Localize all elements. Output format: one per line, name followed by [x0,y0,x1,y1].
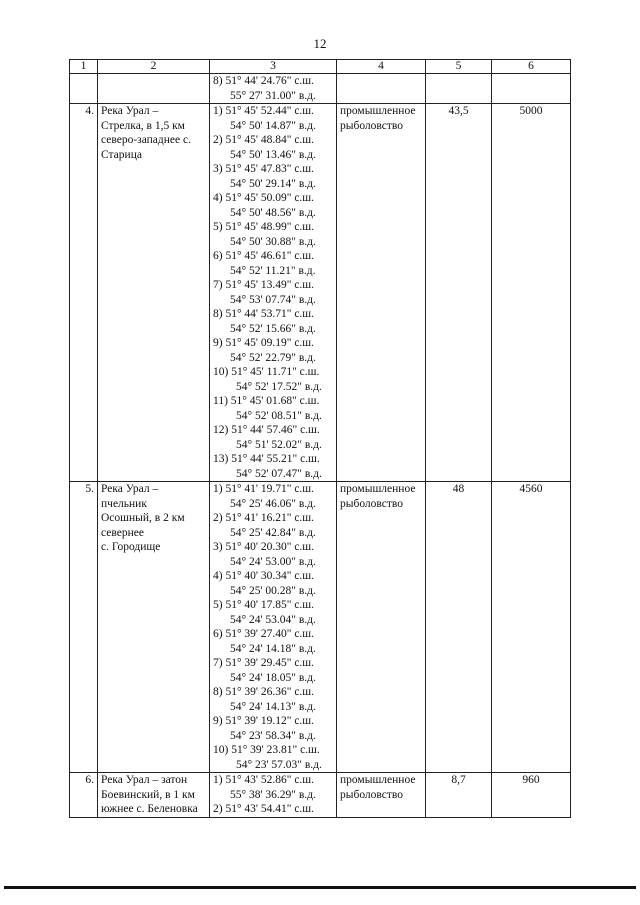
longitude: 55° 38' 36.29" в.д. [230,788,316,801]
text-line: Стрелка, в 1,5 км [101,119,185,132]
table-row [70,773,571,818]
latitude: 1) 51° 45' 52.44" с.ш. [213,105,315,117]
coordinate-pair [213,133,333,162]
coordinate-pair [213,656,333,685]
cell-coordinates [210,74,337,104]
fishing-areas-table [69,59,571,818]
text-line: рыболовство [340,497,404,510]
cell-coordinates [210,482,337,773]
cell-number: 4. [70,104,98,482]
text-line: с. Городище [101,541,161,553]
latitude: 7) 51° 45' 13.49" с.ш. [213,279,315,291]
latitude: 4) 51° 45' 50.09" с.ш. [213,192,315,204]
coordinate-pair [213,452,333,481]
coordinate-pair [213,423,333,452]
longitude: 54° 23' 58.34" в.д. [230,729,316,742]
cell-name [98,104,210,482]
latitude: 1) 51° 41' 19.71" с.ш. [213,483,315,495]
cell-quota: 4560 [492,482,571,773]
latitude: 5) 51° 45' 48.99" с.ш. [213,221,315,233]
table-row [70,104,571,482]
coordinate-pair [213,220,333,249]
text-line: южнее с. Беленовка [101,803,198,815]
cell-quota: 960 [492,773,571,818]
text-line: Осошный, в 2 км [101,512,185,524]
column-header: 2 [98,60,210,74]
column-header: 4 [337,60,426,74]
column-header: 3 [210,60,337,74]
coordinate-pair [213,598,333,627]
coordinate-pair [213,307,333,336]
coordinate-pair [213,569,333,598]
latitude: 8) 51° 39' 26.36" с.ш. [213,686,315,698]
longitude: 54° 51' 52.02" в.д. [236,438,322,451]
longitude: 54° 52' 17.52" в.д. [236,380,322,393]
cell-quota [492,74,571,104]
coordinate-pair [213,162,333,191]
column-header: 1 [70,60,98,74]
text-line: рыболовство [340,119,404,132]
latitude: 5) 51° 40' 17.85" с.ш. [213,599,315,611]
cell-number: 6. [70,773,98,818]
coordinate-pair [213,394,333,423]
text-line: Боевинский, в 1 км [101,788,195,801]
latitude: 10) 51° 45' 11.71" с.ш. [213,366,320,378]
coordinate-pair [213,743,333,772]
cell-name [98,482,210,773]
latitude: 8) 51° 44' 53.71" с.ш. [213,308,315,320]
bottom-rule [4,886,636,889]
latitude: 7) 51° 39' 29.45" с.ш. [213,657,315,669]
longitude: 54° 24' 53.00" в.д. [230,555,316,568]
longitude: 54° 50' 29.14" в.д. [230,177,316,190]
latitude: 6) 51° 39' 27.40" с.ш. [213,628,315,640]
longitude: 54° 24' 53.04" в.д. [230,613,316,626]
longitude: 54° 52' 15.66" в.д. [230,322,316,335]
cell-area: 43,5 [426,104,492,482]
text-line: промышленное [340,483,416,495]
text-line: Река Урал – [101,483,159,495]
cell-coordinates [210,104,337,482]
longitude: 54° 24' 14.18" в.д. [230,642,316,655]
cell-number: 5. [70,482,98,773]
longitude: 54° 52' 11.21" в.д. [230,264,316,277]
longitude: 54° 53' 07.74" в.д. [230,293,316,306]
longitude: 54° 25' 42.84" в.д. [230,526,316,539]
latitude: 4) 51° 40' 30.34" с.ш. [213,570,315,582]
text-line: рыболовство [340,788,404,801]
longitude: 54° 23' 57.03" в.д. [236,758,322,771]
text-line: Река Урал – затон [101,774,188,786]
latitude: 2) 51° 45' 48.84" с.ш. [213,134,315,146]
longitude: 54° 25' 46.06" в.д. [230,497,316,510]
longitude: 54° 50' 14.87" в.д. [230,119,316,132]
coordinate-pair [213,482,333,511]
longitude: 54° 50' 48.56" в.д. [230,206,316,219]
latitude: 2) 51° 41' 16.21" с.ш. [213,512,315,524]
cell-area: 48 [426,482,492,773]
latitude: 3) 51° 40' 20.30" с.ш. [213,541,315,553]
column-header: 5 [426,60,492,74]
coordinate-pair [213,191,333,220]
coordinate-pair [213,511,333,540]
coordinate-pair [213,714,333,743]
cell-quota: 5000 [492,104,571,482]
cell-coordinates [210,773,337,818]
cell-purpose [337,482,426,773]
coordinate-pair [213,365,333,394]
latitude: 9) 51° 45' 09.19" с.ш. [213,337,315,349]
longitude: 54° 52' 22.79" в.д. [230,351,316,364]
coordinate-pair [213,540,333,569]
latitude: 11) 51° 45' 01.68" с.ш. [213,395,320,407]
text-line: промышленное [340,105,416,117]
coordinate-pair [213,104,333,133]
latitude: 6) 51° 45' 46.61" с.ш. [213,250,315,262]
latitude: 9) 51° 39' 19.12" с.ш. [213,715,315,727]
cell-area: 8,7 [426,773,492,818]
text-line: промышленное [340,774,416,786]
continuation-row [70,74,571,104]
coordinate-pair [213,802,333,817]
latitude: 3) 51° 45' 47.83" с.ш. [213,163,315,175]
coordinate-pair [213,336,333,365]
coordinate-pair [213,627,333,656]
cell-area [426,74,492,104]
latitude: 2) 51° 43' 54.41" с.ш. [213,803,315,815]
text-line: Река Урал – [101,105,159,117]
table-row [70,482,571,773]
cell-number [70,74,98,104]
coordinate-pair [213,278,333,307]
cell-name [98,773,210,818]
longitude: 54° 50' 30.88" в.д. [230,235,316,248]
column-header: 6 [492,60,571,74]
cell-purpose [337,773,426,818]
text-line: пчельник [101,497,147,510]
coordinate-pair [213,249,333,278]
text-line: северо-западнее с. [101,134,191,146]
longitude: 55° 27' 31.00" в.д. [230,89,316,102]
latitude: 8) 51° 44' 24.76" с.ш. [213,75,315,87]
longitude: 54° 24' 18.05" в.д. [230,671,316,684]
cell-name [98,74,210,104]
page-number: 12 [313,36,327,51]
text-line: севернее [101,526,144,539]
coordinate-pair [213,74,333,103]
table-header-row [70,60,571,74]
longitude: 54° 24' 14.13" в.д. [230,700,316,713]
latitude: 13) 51° 44' 55.21" с.ш. [213,453,320,465]
longitude: 54° 50' 13.46" в.д. [230,148,316,161]
longitude: 54° 25' 00.28" в.д. [230,584,316,597]
longitude: 54° 52' 07.47" в.д. [236,467,322,480]
latitude: 1) 51° 43' 52.86" с.ш. [213,774,315,786]
cell-purpose [337,74,426,104]
latitude: 10) 51° 39' 23.81" с.ш. [213,744,320,756]
coordinate-pair [213,685,333,714]
coordinate-pair [213,773,333,802]
latitude: 12) 51° 44' 57.46" с.ш. [213,424,320,436]
cell-purpose [337,104,426,482]
longitude: 54° 52' 08.51" в.д. [236,409,322,422]
text-line: Старица [101,148,142,161]
